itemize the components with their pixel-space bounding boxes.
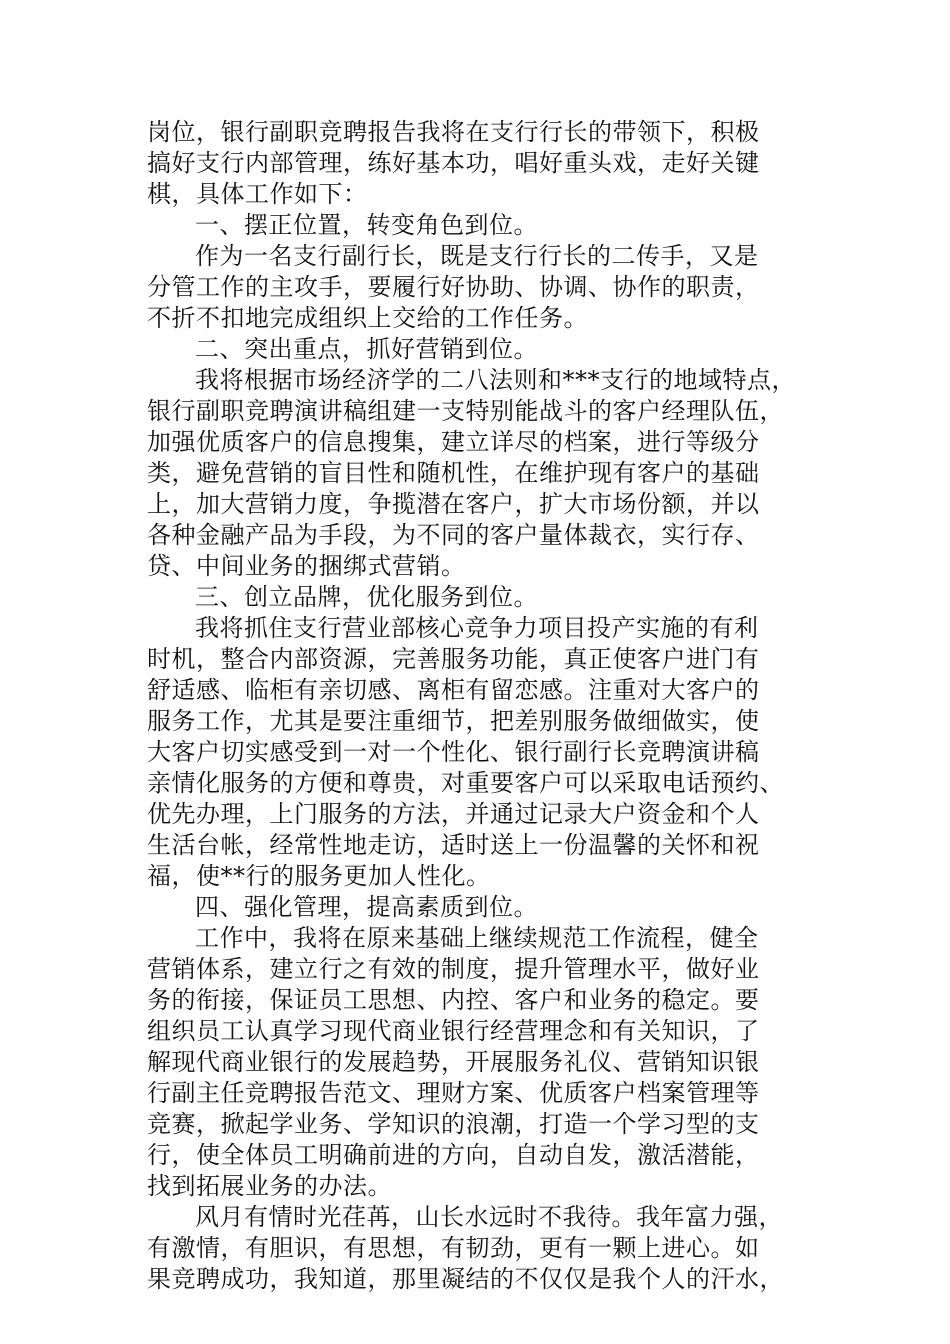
text-line: 作为一名支行副行长，既是支行行长的二传手，又是 xyxy=(195,242,759,270)
document-body xyxy=(147,117,817,1295)
text-line: 时机，整合内部资源，完善服务功能，真正使客户进门有 xyxy=(147,645,760,673)
text-line: 亲情化服务的方便和尊贵，对重要客户可以采取电话预约、 xyxy=(147,769,784,797)
text-line: 上，加大营销力度，争揽潜在客户，扩大市场份额，并以 xyxy=(147,490,760,518)
text-line: 银行副职竞聘演讲稿组建一支特别能战斗的客户经理队伍， xyxy=(147,397,784,425)
text-line: 找到拓展业务的办法。 xyxy=(147,1172,392,1200)
text-line: 有激情，有胆识，有思想，有韧劲，更有一颗上进心。如 xyxy=(147,1234,760,1262)
text-line: 福，使**行的服务更加人性化。 xyxy=(147,862,491,890)
text-line: 大客户切实感受到一对一个性化、银行副行长竞聘演讲稿 xyxy=(147,738,760,766)
text-line: 组织员工认真学习现代商业银行经营理念和有关知识，了 xyxy=(147,1017,760,1045)
text-line: 优先办理，上门服务的方法，并通过记录大户资金和个人 xyxy=(147,800,760,828)
text-line: 风月有情时光荏苒，山长水远时不我待。我年富力强， xyxy=(195,1203,783,1231)
text-line: 类，避免营销的盲目性和随机性，在维护现有客户的基础 xyxy=(147,459,760,487)
text-line: 我将根据市场经济学的二八法则和***支行的地域特点， xyxy=(195,366,796,394)
text-line: 工作中，我将在原来基础上继续规范工作流程，健全 xyxy=(195,924,759,952)
text-line: 竞赛，掀起学业务、学知识的浪潮，打造一个学习型的支 xyxy=(147,1110,760,1138)
text-line: 二、突出重点，抓好营销到位。 xyxy=(195,335,538,363)
text-line: 我将抓住支行营业部核心竞争力项目投产实施的有利 xyxy=(195,614,759,642)
text-line: 棋，具体工作如下： xyxy=(147,180,368,208)
text-line: 一、摆正位置，转变角色到位。 xyxy=(195,211,538,239)
text-line: 不折不扣地完成组织上交给的工作任务。 xyxy=(147,304,588,332)
text-line: 生活台帐，经常性地走访，适时送上一份温馨的关怀和祝 xyxy=(147,831,760,859)
text-line: 行副主任竞聘报告范文、理财方案、优质客户档案管理等 xyxy=(147,1079,760,1107)
text-line: 行，使全体员工明确前进的方向，自动自发，激活潜能， xyxy=(147,1141,760,1169)
text-line: 务的衔接，保证员工思想、内控、客户和业务的稳定。要 xyxy=(147,986,760,1014)
text-line: 舒适感、临柜有亲切感、离柜有留恋感。注重对大客户的 xyxy=(147,676,760,704)
text-line: 加强优质客户的信息搜集，建立详尽的档案，进行等级分 xyxy=(147,428,760,456)
text-line: 搞好支行内部管理，练好基本功，唱好重头戏，走好关键 xyxy=(147,149,760,177)
text-line: 服务工作，尤其是要注重细节，把差别服务做细做实，使 xyxy=(147,707,760,735)
text-line: 果竞聘成功，我知道，那里凝结的不仅仅是我个人的汗水， xyxy=(147,1265,784,1293)
text-line: 岗位，银行副职竞聘报告我将在支行行长的带领下，积极 xyxy=(147,118,760,146)
text-line: 营销体系，建立行之有效的制度，提升管理水平，做好业 xyxy=(147,955,760,983)
text-line: 各种金融产品为手段，为不同的客户量体裁衣，实行存、 xyxy=(147,521,760,549)
text-line: 贷、中间业务的捆绑式营销。 xyxy=(147,552,466,580)
text-line: 解现代商业银行的发展趋势，开展服务礼仪、营销知识银 xyxy=(147,1048,760,1076)
text-line: 四、强化管理，提高素质到位。 xyxy=(195,893,538,921)
text-line: 分管工作的主攻手，要履行好协助、协调、协作的职责， xyxy=(147,273,760,301)
text-line: 三、创立品牌，优化服务到位。 xyxy=(195,583,538,611)
